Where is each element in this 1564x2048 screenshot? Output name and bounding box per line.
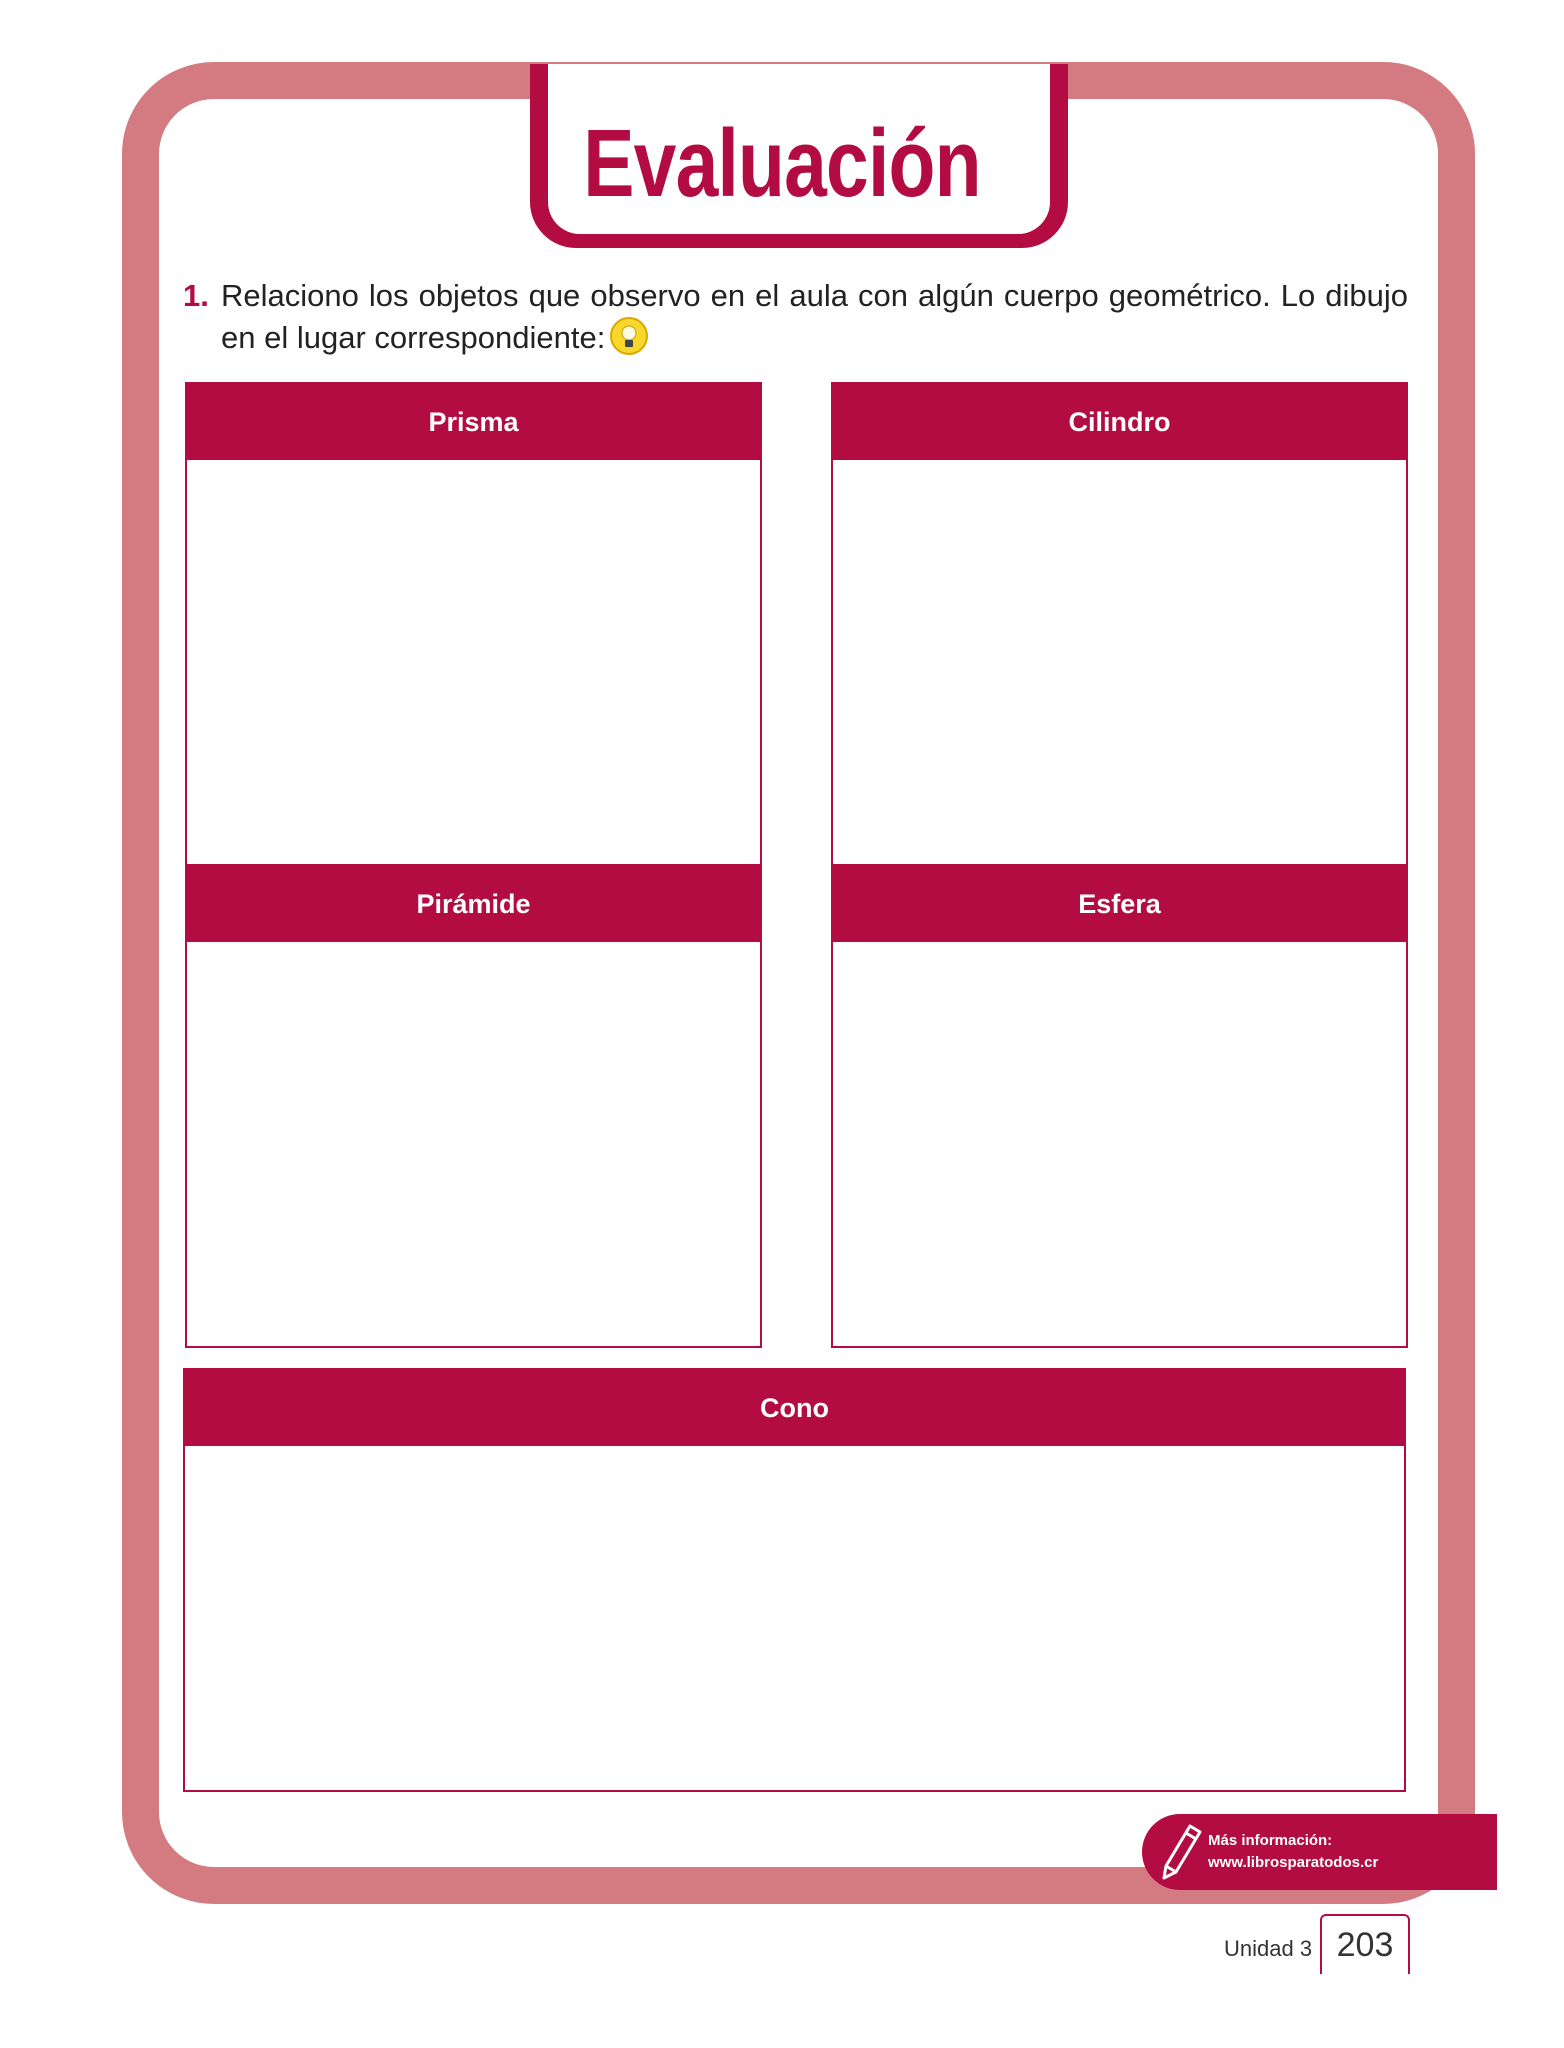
unit-label: Unidad 3 bbox=[1224, 1936, 1313, 1961]
page-number: 203 bbox=[1320, 1914, 1410, 1974]
question-number: 1. bbox=[183, 278, 209, 313]
more-info-label: Más información: bbox=[1208, 1832, 1333, 1849]
page-title: Evaluación bbox=[583, 110, 981, 217]
more-info-banner bbox=[1142, 1814, 1497, 1890]
more-info-link[interactable]: www.librosparatodos.cr bbox=[1208, 1854, 1379, 1871]
pencil-icon bbox=[1160, 1822, 1204, 1882]
answer-box-cilindro[interactable] bbox=[831, 382, 1408, 866]
box-title-cilindro: Cilindro bbox=[833, 384, 1406, 460]
box-title-cono: Cono bbox=[185, 1370, 1404, 1446]
question-1 bbox=[183, 276, 1408, 358]
answer-box-prisma[interactable] bbox=[185, 382, 762, 866]
answer-box-piramide[interactable] bbox=[185, 864, 762, 1348]
answer-box-esfera[interactable] bbox=[831, 864, 1408, 1348]
answer-box-cono[interactable] bbox=[183, 1368, 1406, 1792]
lightbulb-icon bbox=[609, 316, 649, 356]
question-text: Relaciono los objetos que observo en el aula con algún cuerpo geométrico. Lo dibujo en el lugar correspondiente: bbox=[221, 278, 1408, 355]
box-title-prisma: Prisma bbox=[187, 384, 760, 460]
box-title-esfera: Esfera bbox=[833, 866, 1406, 942]
box-title-piramide: Pirámide bbox=[187, 866, 760, 942]
